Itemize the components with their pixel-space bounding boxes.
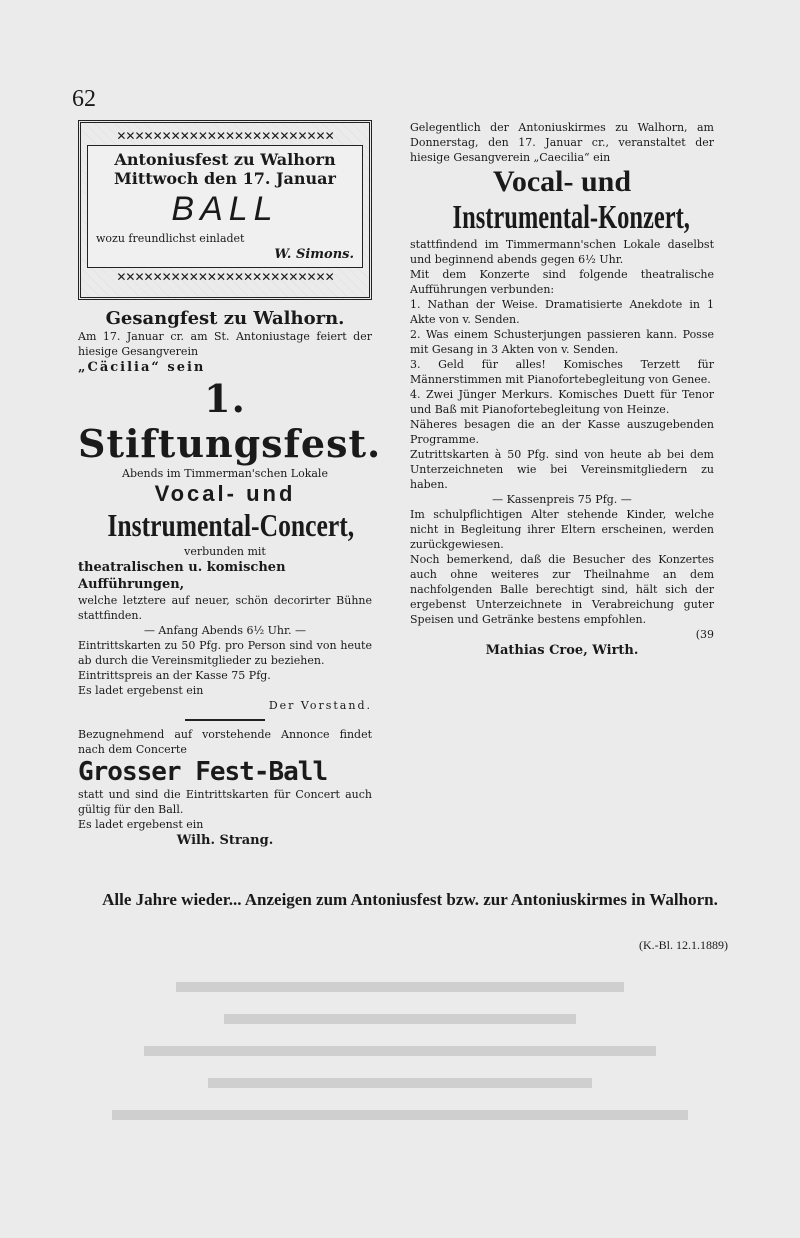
signer-strang: Wilh. Strang. <box>176 833 274 848</box>
children-notice: Im schulpflichtigen Alter stehende Kinder, welche nicht in Begleitung ihrer Eltern erscheinen, werden zurückgewiesen. <box>410 508 714 551</box>
gesangfest-heading: Gesangfest zu Walhorn. <box>105 308 345 329</box>
source-citation: (K.-Bl. 12.1.1889) <box>639 938 728 952</box>
venue-text: Abends im Timmerman'schen Lokale <box>122 467 328 480</box>
ornamental-frame <box>78 120 372 300</box>
instrumental-title: Instrumental-Concert, <box>107 507 355 543</box>
bleed-through-shadow <box>80 960 720 1180</box>
instrumental-title-right: Instrumental-Konzert, <box>452 199 690 236</box>
vocal-title: Vocal- und <box>154 481 296 506</box>
invite-text: wozu freundlichst einladet <box>96 232 245 245</box>
page-number: 62 <box>72 86 96 112</box>
theatrical-text: theatralischen u. komischen Aufführungen, <box>78 560 286 592</box>
stage-text: welche letztere auf neuer, schön decorirter Bühne stattfinden. <box>78 594 372 622</box>
frame-border-bottom: ✕✕✕✕✕✕✕✕✕✕✕✕✕✕✕✕✕✕✕✕✕✕✕✕ <box>116 270 334 284</box>
program-item-4: 4. Zwei Jünger Merkurs. Komisches Duett für Tenor und Baß mit Pianofortebegleitung von Heinze. <box>410 388 714 416</box>
start-time: — Anfang Abends 6½ Uhr. — <box>143 624 307 637</box>
program-info: Näheres besagen die an der Kasse auszugebenden Programme. <box>410 418 714 446</box>
vocal-title-right: Vocal- und <box>492 165 632 198</box>
frame-content <box>87 145 363 268</box>
divider <box>185 719 265 721</box>
invitation-text-2: Es ladet ergebenst ein <box>78 818 204 831</box>
left-advertisement <box>78 120 382 849</box>
closing-text: Noch bemerkend, daß die Besucher des Konzertes auch ohne weiteres zur Theilnahme an dem nachfolgenden Balle berechtigt sind, hält sich der ergebenst Unterzeichnete in Verabreichung guter Speisen und Getränke bestens empfohlen. <box>410 553 714 626</box>
ad-number: (39 <box>695 628 714 641</box>
program-item-2: 2. Was einem Schusterjungen passieren kann. Posse mit Gesang in 3 Akten von v. Senden. <box>410 328 714 356</box>
tickets-text: Eintrittskarten zu 50 Pfg. pro Person sind von heute ab durch die Vereinsmitglieder zu beziehen. <box>78 639 372 667</box>
program-item-1: 1. Nathan der Weise. Dramatisierte Anekdote in 1 Akte von v. Senden. <box>410 298 714 326</box>
host-name: W. Simons. <box>274 247 354 262</box>
kirmes-intro: Gelegentlich der Antoniuskirmes zu Walhorn, am Donnerstag, den 17. Januar cr., veranstaltet der hiesige Gesangverein „Caecilia“ ein <box>410 121 714 164</box>
festball-title: Grosser Fest-Ball <box>78 757 328 787</box>
frame-line2: Mittwoch den 17. Januar <box>114 169 336 188</box>
verbunden-text: verbunden mit <box>184 545 266 558</box>
invitation-text: Es ladet ergebenst ein <box>78 684 204 697</box>
right-advertisement <box>410 120 714 659</box>
box-office-price-right: — Kassenpreis 75 Pfg. — <box>492 493 632 506</box>
box-office-price: Eintrittspreis an der Kasse 75 Pfg. <box>78 669 271 682</box>
board-signature: Der Vorstand. <box>268 699 372 712</box>
program-intro: Mit dem Konzerte sind folgende theatralische Aufführungen verbunden: <box>410 268 714 296</box>
stiftungsfest-title: 1. Stiftungsfest. <box>78 376 382 466</box>
intro-text: Am 17. Januar cr. am St. Antoniustage feiert der hiesige Gesangverein <box>78 330 372 358</box>
signer-croe: Mathias Croe, Wirth. <box>485 643 639 658</box>
ball-tickets-text: statt und sind die Eintrittskarten für Concert auch gültig für den Ball. <box>78 788 372 816</box>
admission-text: Zutrittskarten à 50 Pfg. sind von heute ab bei dem Unterzeichneten wie bei Vereinsmitgliedern zu haben. <box>410 448 714 491</box>
figure-caption: Alle Jahre wieder... Anzeigen zum Antoniusfest bzw. zur Antoniuskirmes in Walhorn. <box>102 890 718 909</box>
venue-right: stattfindend im Timmermann'schen Lokale daselbst und beginnend abends gegen 6½ Uhr. <box>410 238 714 266</box>
reference-text: Bezugnehmend auf vorstehende Annonce findet nach dem Concerte <box>78 728 372 756</box>
ball-title: BALL <box>171 190 279 228</box>
choir-name: „Cäcilia“ sein <box>78 360 206 375</box>
program-item-3: 3. Geld für alles! Komisches Terzett für Männerstimmen mit Pianofortebegleitung von Genee. <box>410 358 714 386</box>
frame-line1: Antoniusfest zu Walhorn <box>114 150 336 169</box>
frame-border-top: ✕✕✕✕✕✕✕✕✕✕✕✕✕✕✕✕✕✕✕✕✕✕✕✕ <box>116 129 334 143</box>
